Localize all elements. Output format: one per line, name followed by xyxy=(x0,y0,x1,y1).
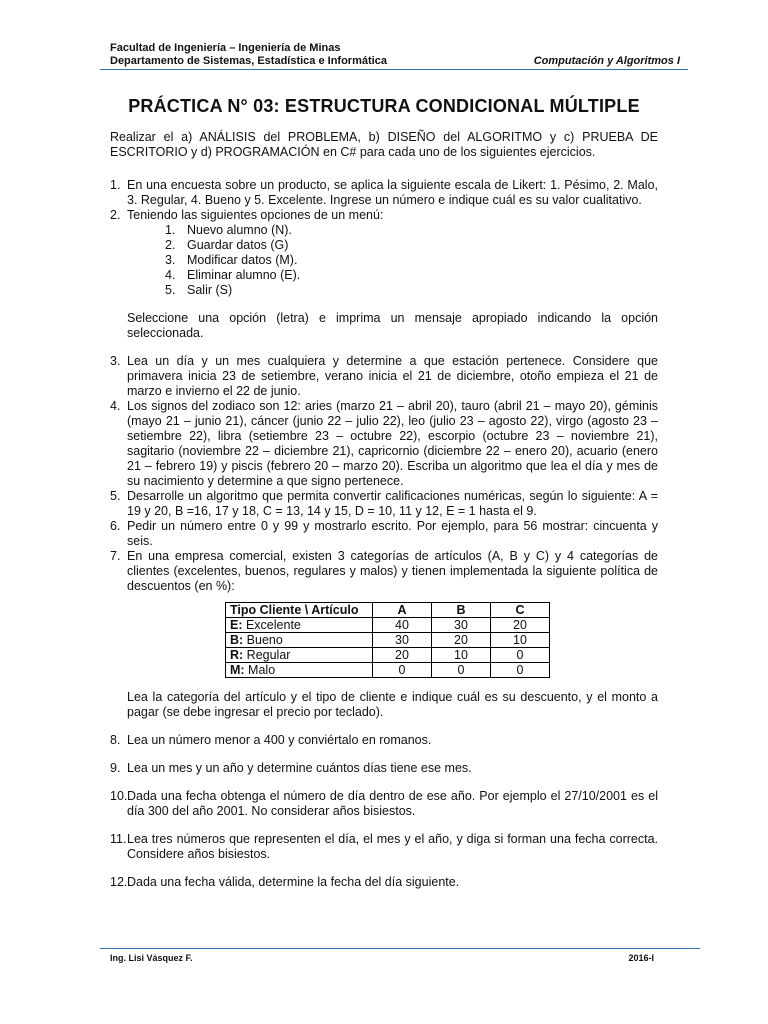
client-label: Bueno xyxy=(243,633,283,647)
exercise-text: Lea tres números que representen el día, el mes y el año, y diga si forman una fecha correcta. Considere años bisiestos. xyxy=(127,832,658,861)
client-type-cell xyxy=(226,663,373,678)
exercise-number: 1. xyxy=(110,178,121,192)
footer-term: 2016-I xyxy=(628,953,654,963)
exercise-7 xyxy=(110,549,658,594)
exercise-text: Desarrolle un algoritmo que permita convertir calificaciones numéricas, según lo siguiente: A = 19 y 20, B =16, 17 y 18, C = 13, 14 y 15, D = 10, 11 y 12, E = 1 hasta el 9. xyxy=(127,489,658,518)
footer-author: Ing. Lisi Vásquez F. xyxy=(110,953,193,963)
exercise-number: 11. xyxy=(110,832,127,846)
exercise-text: Los signos del zodiaco son 12: aries (marzo 21 – abril 20), tauro (abril 21 – mayo 20), géminis (mayo 21 – junio 21), cáncer (junio 22 – julio 22), leo (julio 23 – agosto 22), virgo (agosto 23 – setiembre 22), libra (setiembre 23 – octubre 22), escorpio (octubre 23 – noviembre 21), sagitario (noviembre 22 – diciembre 21), capricornio (diciembre 22 – enero 20), acuario (enero 21 – febrero 19) y piscis (febrero 20 – marzo 20). Escriba un algoritmo que lea el día y mes de su nacimiento y determine a que signo pertenece. xyxy=(127,399,658,488)
header-divider xyxy=(100,69,688,70)
client-label: Malo xyxy=(244,663,276,677)
exercise-12 xyxy=(110,875,658,890)
client-type-cell xyxy=(226,633,373,648)
menu-option xyxy=(110,268,658,283)
exercise-number: 6. xyxy=(110,519,121,533)
exercise-text: Lea un número menor a 400 y conviértalo en romanos. xyxy=(127,733,432,747)
exercise-number: 9. xyxy=(110,761,121,775)
exercise-number: 10. xyxy=(110,789,128,803)
menu-option-number: 1. xyxy=(165,223,176,237)
table-header-row xyxy=(226,603,550,618)
menu-option-text: Guardar datos (G) xyxy=(187,238,289,252)
table-cell: 0 xyxy=(491,663,550,678)
menu-option-text: Eliminar alumno (E). xyxy=(187,268,301,282)
exercise-10 xyxy=(110,789,658,819)
header-institution xyxy=(110,42,387,68)
header-faculty: Facultad de Ingeniería – Ingeniería de Minas xyxy=(110,42,341,54)
discount-table xyxy=(225,602,550,678)
exercise-2 xyxy=(110,208,658,223)
table-row xyxy=(226,618,550,633)
menu-option-text: Nuevo alumno (N). xyxy=(187,223,292,237)
menu-option-number: 5. xyxy=(165,283,176,297)
exercise-text: Teniendo las siguientes opciones de un menú: xyxy=(127,208,384,222)
table-note: Lea la categoría del artículo y el tipo de cliente e indique cuál es su descuento, y el monto a pagar (se debe ingresar el precio por teclado). xyxy=(127,690,658,719)
footer-divider xyxy=(100,948,700,949)
table-cell: 10 xyxy=(491,633,550,648)
menu-option-number: 3. xyxy=(165,253,176,267)
table-cell: 30 xyxy=(432,618,491,633)
client-code: E: xyxy=(230,618,243,632)
table-cell: 20 xyxy=(373,648,432,663)
table-row xyxy=(226,633,550,648)
client-code: B: xyxy=(230,633,244,647)
exercise-number: 4. xyxy=(110,399,121,413)
table-row xyxy=(226,663,550,678)
exercise-text: Dada una fecha válida, determine la fecha del día siguiente. xyxy=(127,875,460,889)
exercise-text: Dada una fecha obtenga el número de día dentro de ese año. Por ejemplo el 27/10/2001 es el día 300 del año 2001. No considerar años bisiestos. xyxy=(127,789,658,818)
menu-option xyxy=(110,223,658,238)
menu-option-number: 2. xyxy=(165,238,176,252)
document-body xyxy=(110,130,658,890)
exercise-text: En una encuesta sobre un producto, se aplica la siguiente escala de Likert: 1. Pésimo, 2. Malo, 3. Regular, 4. Bueno y 5. Excelente. Ingrese un número e indique cuál es su valor cualitativo. xyxy=(127,178,658,207)
exercise-text: Pedir un número entre 0 y 99 y mostrarlo escrito. Por ejemplo, para 56 mostrar: cincuenta y seis. xyxy=(127,519,658,548)
client-type-cell xyxy=(226,618,373,633)
table-cell: 10 xyxy=(432,648,491,663)
table-cell: 20 xyxy=(491,618,550,633)
exercise-1 xyxy=(110,178,658,208)
exercise-text: Lea un día y un mes cualquiera y determine a que estación pertenece. Considere que primavera inicia 23 de setiembre, verano inicia el 21 de diciembre, otoño empieza el 21 de marzo e invierno el 22 de junio. xyxy=(127,354,658,398)
intro-paragraph: Realizar el a) ANÁLISIS del PROBLEMA, b) DISEÑO del ALGORITMO y c) PRUEBA DE ESCRITORIO y d) PROGRAMACIÓN en C# para cada uno de los siguientes ejercicios. xyxy=(110,130,658,159)
menu-option-text: Salir (S) xyxy=(187,283,233,297)
exercise-3 xyxy=(110,354,658,399)
table-header-cell: A xyxy=(373,603,432,618)
table-cell: 30 xyxy=(373,633,432,648)
menu-option-number: 4. xyxy=(165,268,176,282)
table-cell: 20 xyxy=(432,633,491,648)
table-header-cell: B xyxy=(432,603,491,618)
exercise-number: 5. xyxy=(110,489,121,503)
table-header-cell: C xyxy=(491,603,550,618)
exercise-number: 7. xyxy=(110,549,121,563)
table-cell: 0 xyxy=(373,663,432,678)
menu-option xyxy=(110,253,658,268)
exercise-6 xyxy=(110,519,658,549)
client-code: R: xyxy=(230,648,244,662)
exercise-number: 2. xyxy=(110,208,121,222)
client-label: Excelente xyxy=(242,618,301,632)
table-cell: 0 xyxy=(432,663,491,678)
menu-option-text: Modificar datos (M). xyxy=(187,253,298,267)
menu-option xyxy=(110,238,658,253)
header-course: Computación y Algoritmos I xyxy=(533,55,680,67)
exercise-5 xyxy=(110,489,658,519)
exercise-8 xyxy=(110,733,658,748)
exercise-4 xyxy=(110,399,658,489)
exercise-text: Lea un mes y un año y determine cuántos días tiene ese mes. xyxy=(127,761,472,775)
exercise-number: 12. xyxy=(110,875,128,889)
page-title: PRÁCTICA N° 03: ESTRUCTURA CONDICIONAL MÚLTIPLE xyxy=(128,96,640,116)
exercise-11 xyxy=(110,832,658,862)
table-cell: 0 xyxy=(491,648,550,663)
client-type-cell xyxy=(226,648,373,663)
header-department: Departamento de Sistemas, Estadística e Informática xyxy=(110,55,387,67)
exercise-text: En una empresa comercial, existen 3 categorías de artículos (A, B y C) y 4 categorías de clientes (excelentes, buenos, regulares y malos) y tienen implementada la siguiente política de descuentos (en %): xyxy=(127,549,658,593)
exercise-number: 8. xyxy=(110,733,121,747)
table-row xyxy=(226,648,550,663)
client-code: M: xyxy=(230,663,245,677)
menu-option xyxy=(110,283,658,298)
exercise-9 xyxy=(110,761,658,776)
client-label: Regular xyxy=(243,648,291,662)
table-cell: 40 xyxy=(373,618,432,633)
table-header-cell: Tipo Cliente \ Artículo xyxy=(226,603,373,618)
menu-note: Seleccione una opción (letra) e imprima un mensaje apropiado indicando la opción seleccionada. xyxy=(127,311,658,340)
exercise-number: 3. xyxy=(110,354,121,368)
